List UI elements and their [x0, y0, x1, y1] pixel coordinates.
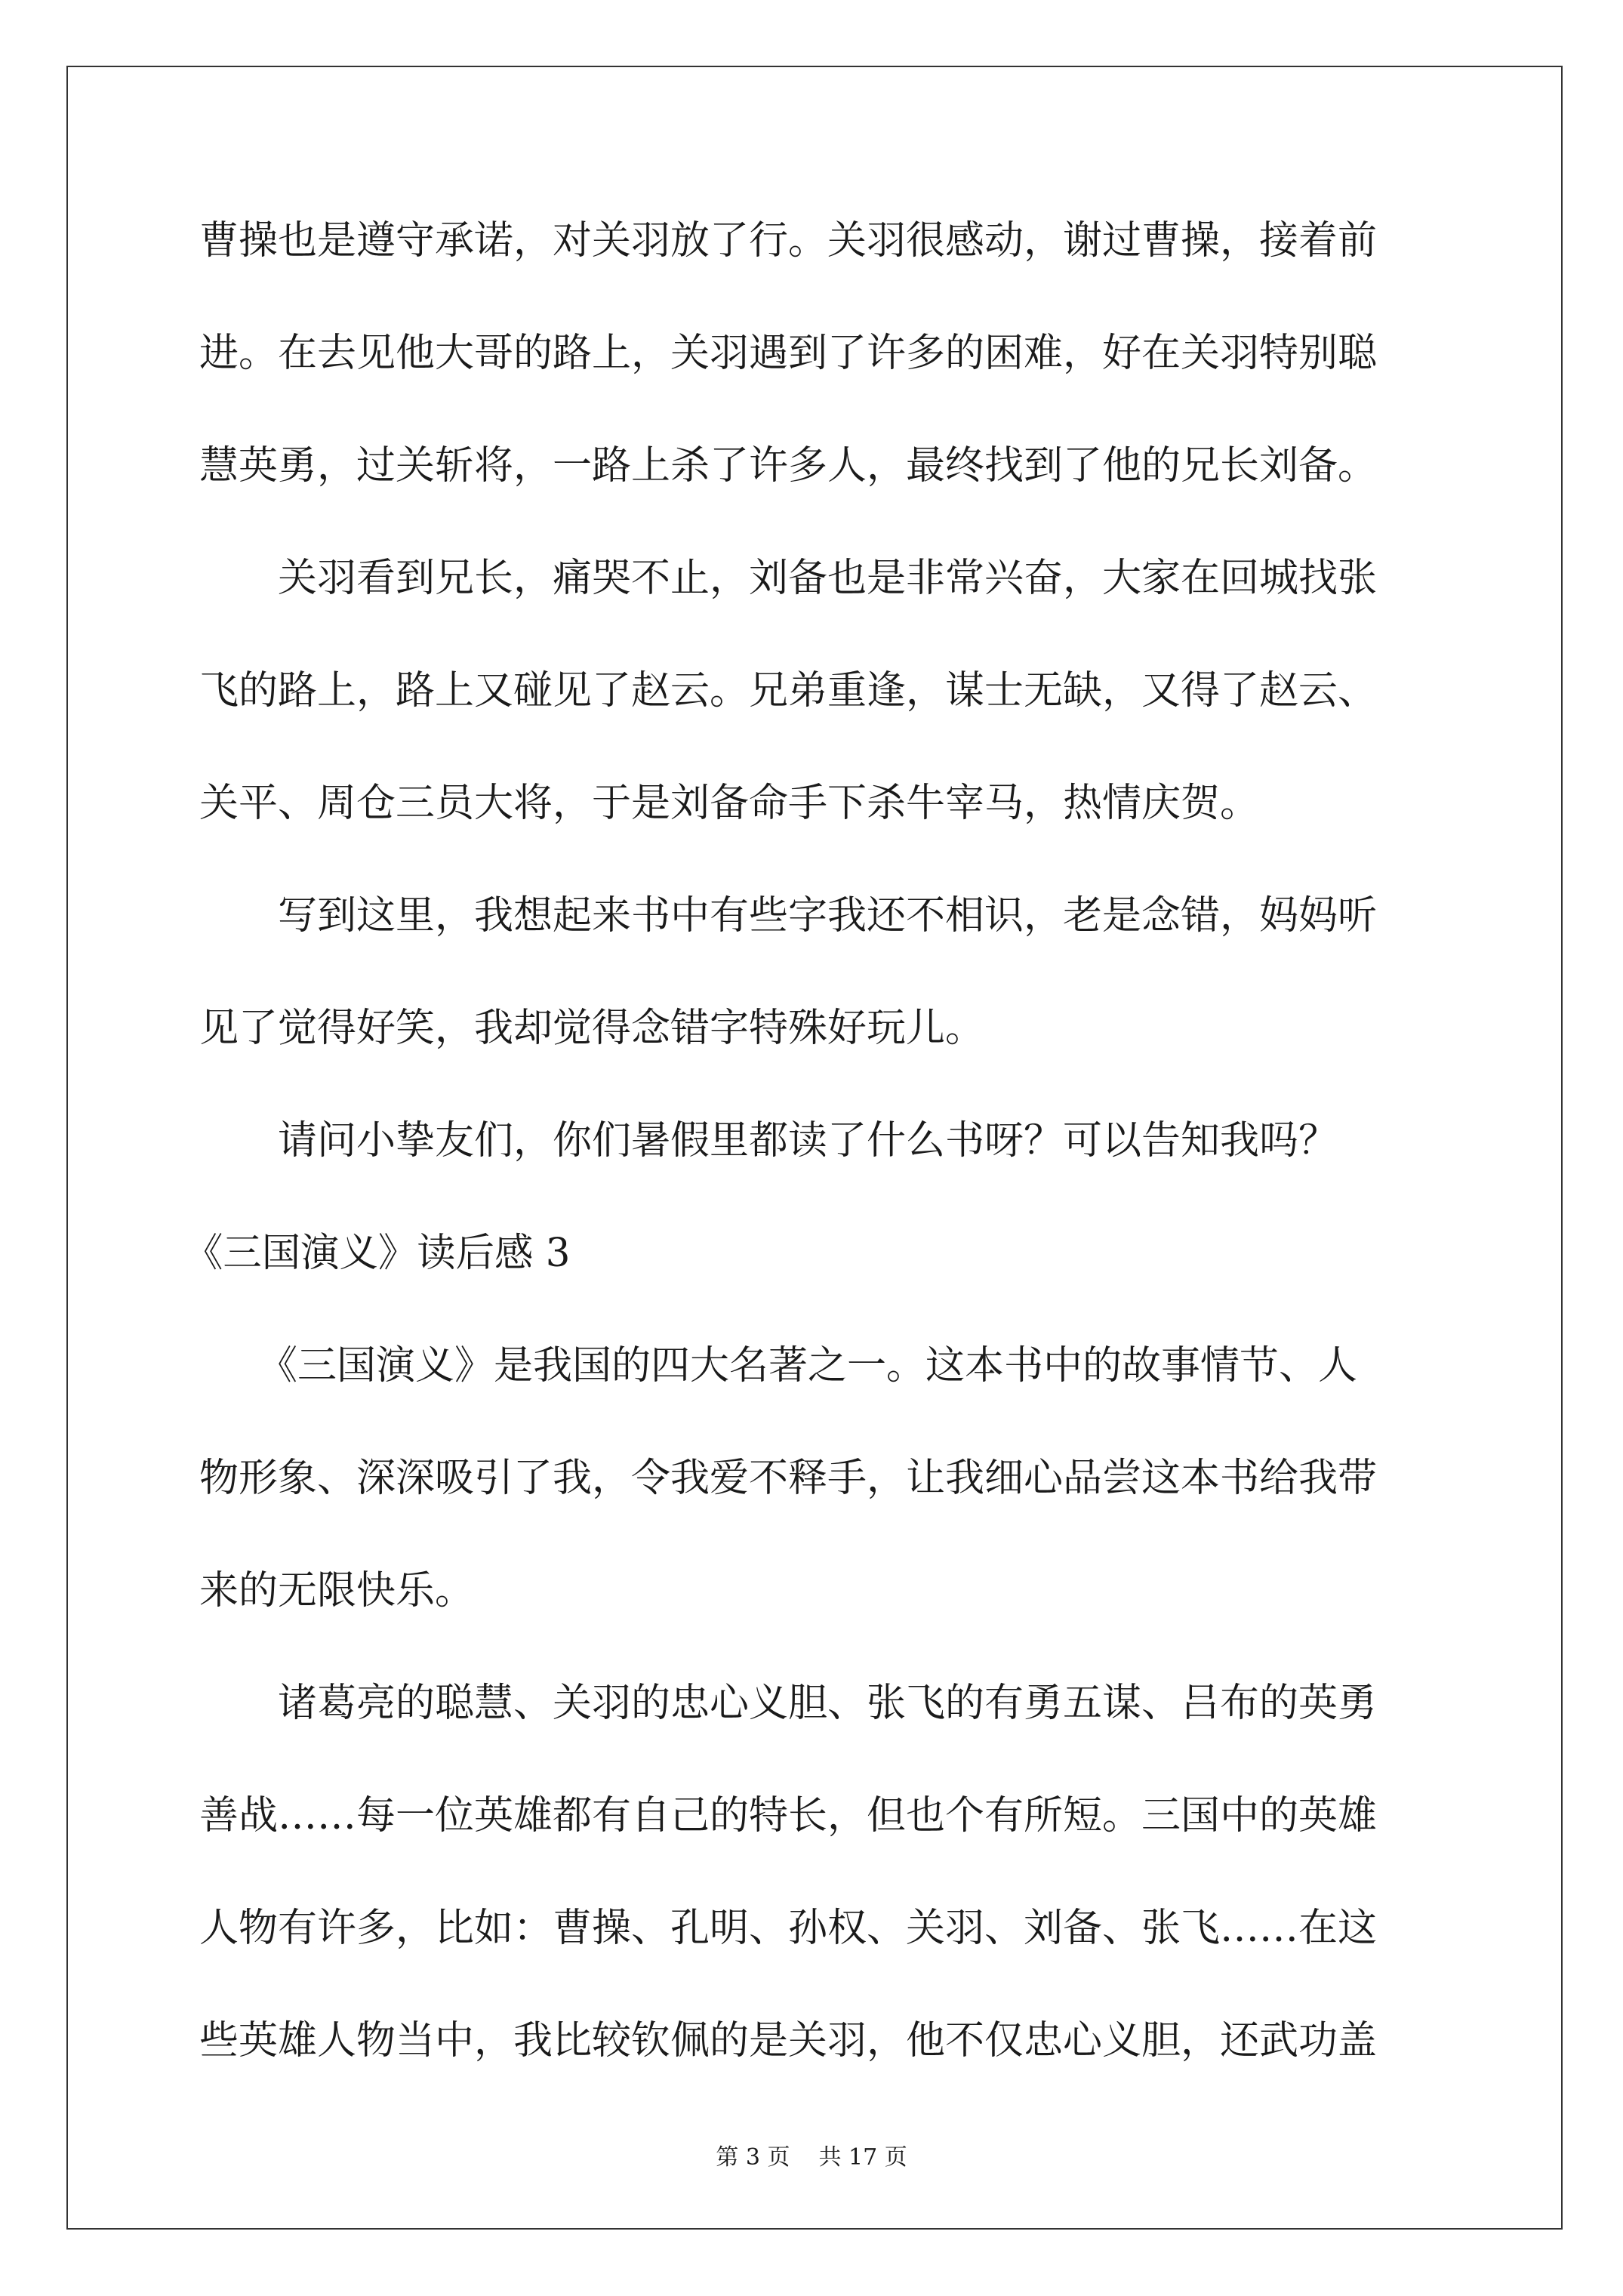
text-line-16: 人物有许多，比如：曹操、孔明、孙权、关羽、刘备、张飞……在这 [199, 1906, 1378, 1951]
text-line-17: 些英雄人物当中，我比较钦佩的是关羽，他不仅忠心义胆，还武功盖 [199, 2018, 1378, 2063]
section-heading: 《三国演义》读后感 3 [184, 1231, 571, 1276]
text-line-5: 飞的路上，路上又碰见了赵云。兄弟重逢，谋士无缺，又得了赵云、 [199, 668, 1378, 713]
page-number: 第 3 页 [716, 2144, 790, 2171]
text-line-6: 关平、周仓三员大将，于是刘备命手下杀牛宰马，热情庆贺。 [199, 781, 1260, 826]
page-total: 共 17 页 [818, 2144, 907, 2171]
text-line-15: 善战……每一位英雄都有自己的特长，但也个有所短。三国中的英雄 [199, 1793, 1378, 1838]
text-line-13: 来的无限快乐。 [199, 1568, 475, 1613]
text-line-11: 《三国演义》是我国的四大名著之一。这本书中的故事情节、人 [199, 1343, 1358, 1388]
document-body [184, 214, 1437, 2068]
text-line-2: 进。在去见他大哥的路上，关羽遇到了许多的困难，好在关羽特别聪 [199, 331, 1378, 376]
text-line-12: 物形象、深深吸引了我，令我爱不释手，让我细心品尝这本书给我带 [199, 1456, 1378, 1501]
text-line-14: 诸葛亮的聪慧、关羽的忠心义胆、张飞的有勇五谋、吕布的英勇 [199, 1681, 1378, 1726]
text-line-9: 请问小挚友们，你们暑假里都读了什么书呀？可以告知我吗？ [199, 1118, 1338, 1163]
text-line-7: 写到这里，我想起来书中有些字我还不相识，老是念错，妈妈听 [199, 893, 1378, 938]
text-line-3: 慧英勇，过关斩将，一路上杀了许多人，最终找到了他的兄长刘备。 [199, 443, 1378, 488]
text-line-4: 关羽看到兄长，痛哭不止，刘备也是非常兴奋，大家在回城找张 [199, 556, 1378, 601]
page-footer [0, 2143, 1623, 2173]
text-line-8: 见了觉得好笑，我却觉得念错字特殊好玩儿。 [199, 1006, 985, 1051]
text-line-1: 曹操也是遵守承诺，对关羽放了行。关羽很感动，谢过曹操，接着前 [199, 218, 1378, 264]
